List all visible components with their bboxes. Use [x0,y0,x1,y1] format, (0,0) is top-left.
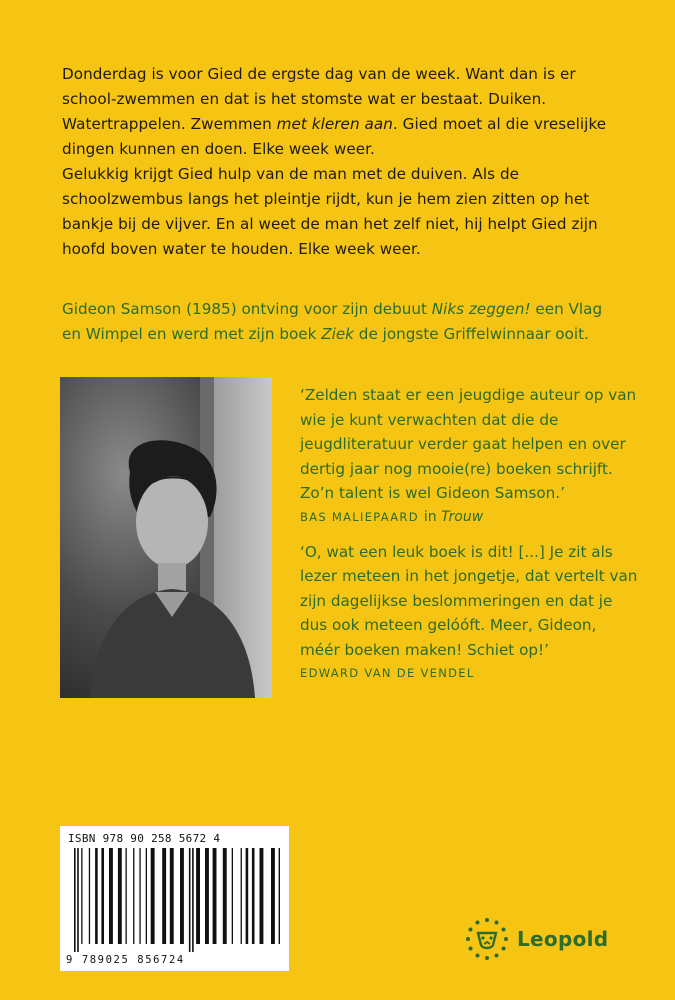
bio-part-b: een Vlag en Wimpel en werd met zijn boek [62,300,603,343]
quote-2-author: EDWARD VAN DE VENDEL [300,666,475,680]
blurb-paragraph-2: Gelukkig krijgt Gied hulp van de man met de duiven. Als de schoolzwembus langs het pleintje rijdt, kun je hem zien zitten op het bankje bij de vijver. En al weet de man het zelf niet, hij helpt Gied zijn hoofd boven water te houden. Elke week weer. [62,165,598,258]
quote-2-text: ‘O, wat een leuk boek is dit! [...] Je zit als lezer meteen in het jongetje, dat vertelt van zijn dagelijkse beslommeringen en dat je dus ook meteen gelóóft. Meer, Gideon, méér boeken maken! Schiet op!’ [300,542,638,659]
bio-part-c: de jongste Griffelwinnaar ooit. [353,325,589,343]
blurb-p1-part-a: Donderdag is voor Gied de ergste dag van de week. Want dan is er school-zwemmen en dat is het stomste wat er bestaat. Duiken. Watertrappelen. Zwemmen [62,65,576,133]
bio-part-a: Gideon Samson (1985) ontving voor zijn debuut [62,300,432,318]
quote-1-in: in [423,508,437,525]
author-bio [62,297,622,347]
quote-1-author: BAS MALIEPAARD [300,509,419,524]
blurb-p1-emphasis: met kleren aan [276,115,393,133]
lion-sun-icon [465,917,509,961]
blurb-paragraph-1 [62,62,622,162]
isbn-label: ISBN 978 90 258 5672 4 [68,832,221,845]
barcode-bars [72,848,280,952]
review-quotes [300,383,640,692]
review-quote-2 [300,540,640,685]
review-quote-1 [300,383,640,528]
publisher-logo [465,917,608,961]
bio-book-title: Ziek [321,325,354,343]
author-photo [60,377,272,698]
blurb-text [62,62,622,262]
barcode-digits: 9 789025 856724 [66,954,185,966]
publisher-name: Leopold [517,927,609,951]
author-photo-image [60,377,272,698]
blurb-p1-part-b: . Gied moet al die vreselijke dingen kunnen en doen. Elke week weer. [62,115,607,158]
bio-debut-title: Niks zeggen! [431,300,531,318]
quote-2-attribution [300,662,640,684]
isbn-barcode [60,826,289,971]
quote-1-attribution [300,506,640,528]
quote-1-text: ‘Zelden staat er een jeugdige auteur op van wie je kunt verwachten dat die de jeugdliteratuur verder gaat helpen en over dertig jaar nog mooie(re) boeken schrijft. Zo’n talent is wel Gideon Samson.’ [300,386,637,502]
quote-1-source: Trouw [441,508,484,525]
